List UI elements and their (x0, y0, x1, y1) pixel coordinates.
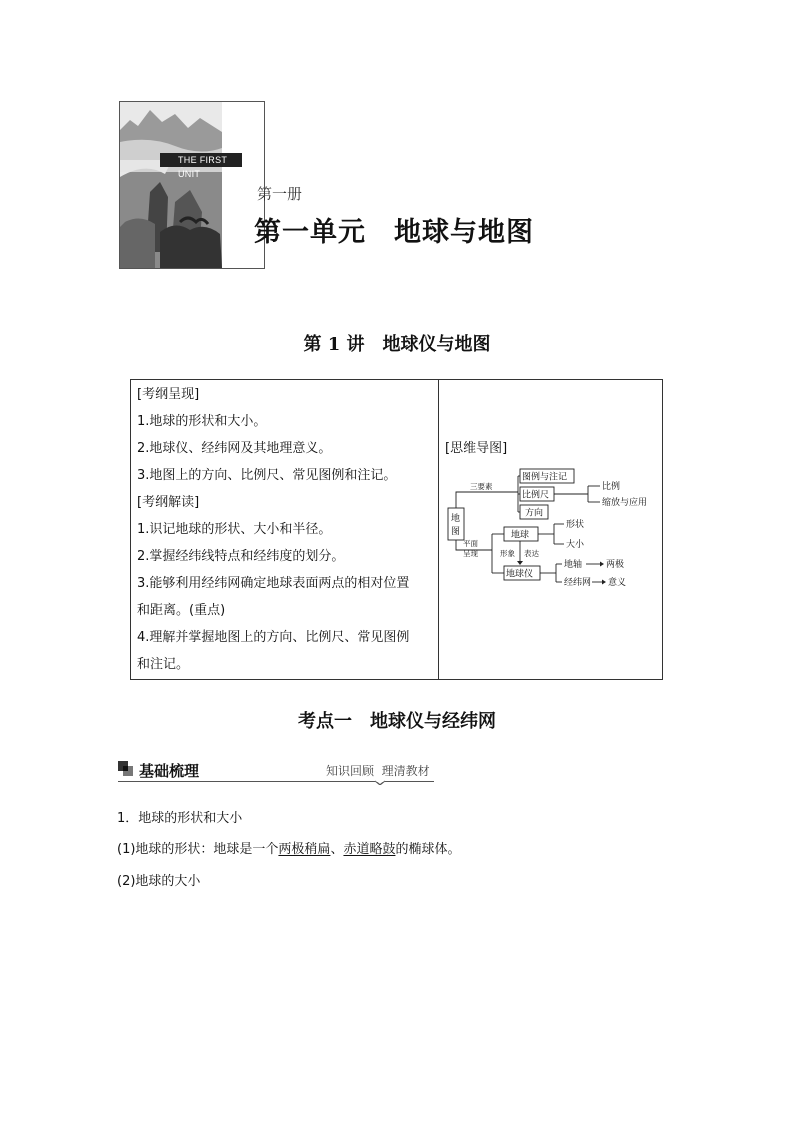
mindmap-globe-child: 地轴 (564, 560, 583, 570)
shape-separator: 、 (330, 842, 344, 857)
mindmap-scale-child: 比例 (602, 482, 621, 492)
landscape-photo (120, 102, 222, 268)
jiedu-header: [考纲解读] (137, 495, 200, 510)
shape-answer-1: 两极稍扁 (278, 842, 331, 857)
mindmap-scale-child: 缩放与应用 (602, 498, 648, 508)
mindmap-element: 方向 (525, 508, 544, 519)
mindmap-root-line: 图 (451, 527, 461, 537)
kaogang-item: 2.地球仪、经纬网及其地理意义。 (137, 441, 332, 456)
mindmap-relation: 形象 (500, 549, 515, 558)
unit-english-label: THE FIRST UNIT (160, 153, 242, 167)
outline-left-column (137, 381, 433, 678)
mindmap-branch-bottom: 平面 (463, 539, 478, 548)
mindmap-earth-child: 大小 (566, 540, 585, 550)
kaogang-header: [考纲呈现] (137, 387, 200, 402)
unit-title: 第一单元 地球与地图 (254, 217, 534, 248)
jiedu-item: 3.能够利用经纬网确定地球表面两点的相对位置 (137, 576, 410, 591)
mindmap-branch-bottom: 呈现 (463, 549, 478, 558)
mindmap-globe-child: 经纬网 (564, 578, 592, 588)
mindmap-root-line: 地 (451, 514, 461, 524)
mindmap-diagram (440, 460, 660, 590)
shape-suffix: 的椭球体。 (395, 842, 461, 857)
shape-prefix: (1)地球的形状：地球是一个 (117, 842, 279, 857)
lecture-title: 第 1 讲 地球仪与地图 (303, 334, 491, 355)
mindmap-title: [思维导图] (445, 441, 508, 456)
section-subtitle: 知识回顾 理清教材 (326, 764, 430, 778)
mindmap-element: 比例尺 (522, 490, 550, 501)
section-divider (118, 781, 434, 782)
jiedu-item: 1.识记地球的形状、大小和半径。 (137, 522, 332, 537)
section-title: 基础梳理 (139, 762, 200, 780)
jiedu-item: 4.理解并掌握地图上的方向、比例尺、常见图例 (137, 630, 410, 645)
mindmap-earth: 地球 (511, 530, 530, 541)
mindmap-globe-child-target: 意义 (608, 578, 627, 588)
body-size-line: (2)地球的大小 (117, 874, 201, 889)
kaogang-item: 3.地图上的方向、比例尺、常见图例和注记。 (137, 468, 397, 483)
mindmap-relation: 表达 (524, 549, 539, 558)
shape-answer-2: 赤道略鼓 (343, 842, 396, 857)
book-label: 第一册 (257, 185, 303, 203)
mindmap-globe-child-target: 两极 (606, 560, 625, 570)
mindmap-earth-child: 形状 (566, 520, 585, 530)
mindmap-globe: 地球仪 (506, 569, 534, 580)
body-shape-line (117, 838, 460, 857)
body-item-heading: 1．地球的形状和大小 (117, 811, 243, 826)
jiedu-item: 和距离。(重点) (137, 603, 226, 618)
section-notch-icon (375, 777, 385, 785)
jiedu-item: 和注记。 (137, 657, 190, 672)
kaogang-item: 1.地球的形状和大小。 (137, 414, 267, 429)
mindmap-element: 图例与注记 (522, 472, 568, 483)
table-divider (438, 380, 439, 679)
section-square-icon (118, 761, 133, 776)
point-title: 考点一 地球仪与经纬网 (298, 711, 496, 732)
jiedu-item: 2.掌握经纬线特点和经纬度的划分。 (137, 549, 345, 564)
mindmap-branch-top: 三要素 (470, 482, 493, 491)
